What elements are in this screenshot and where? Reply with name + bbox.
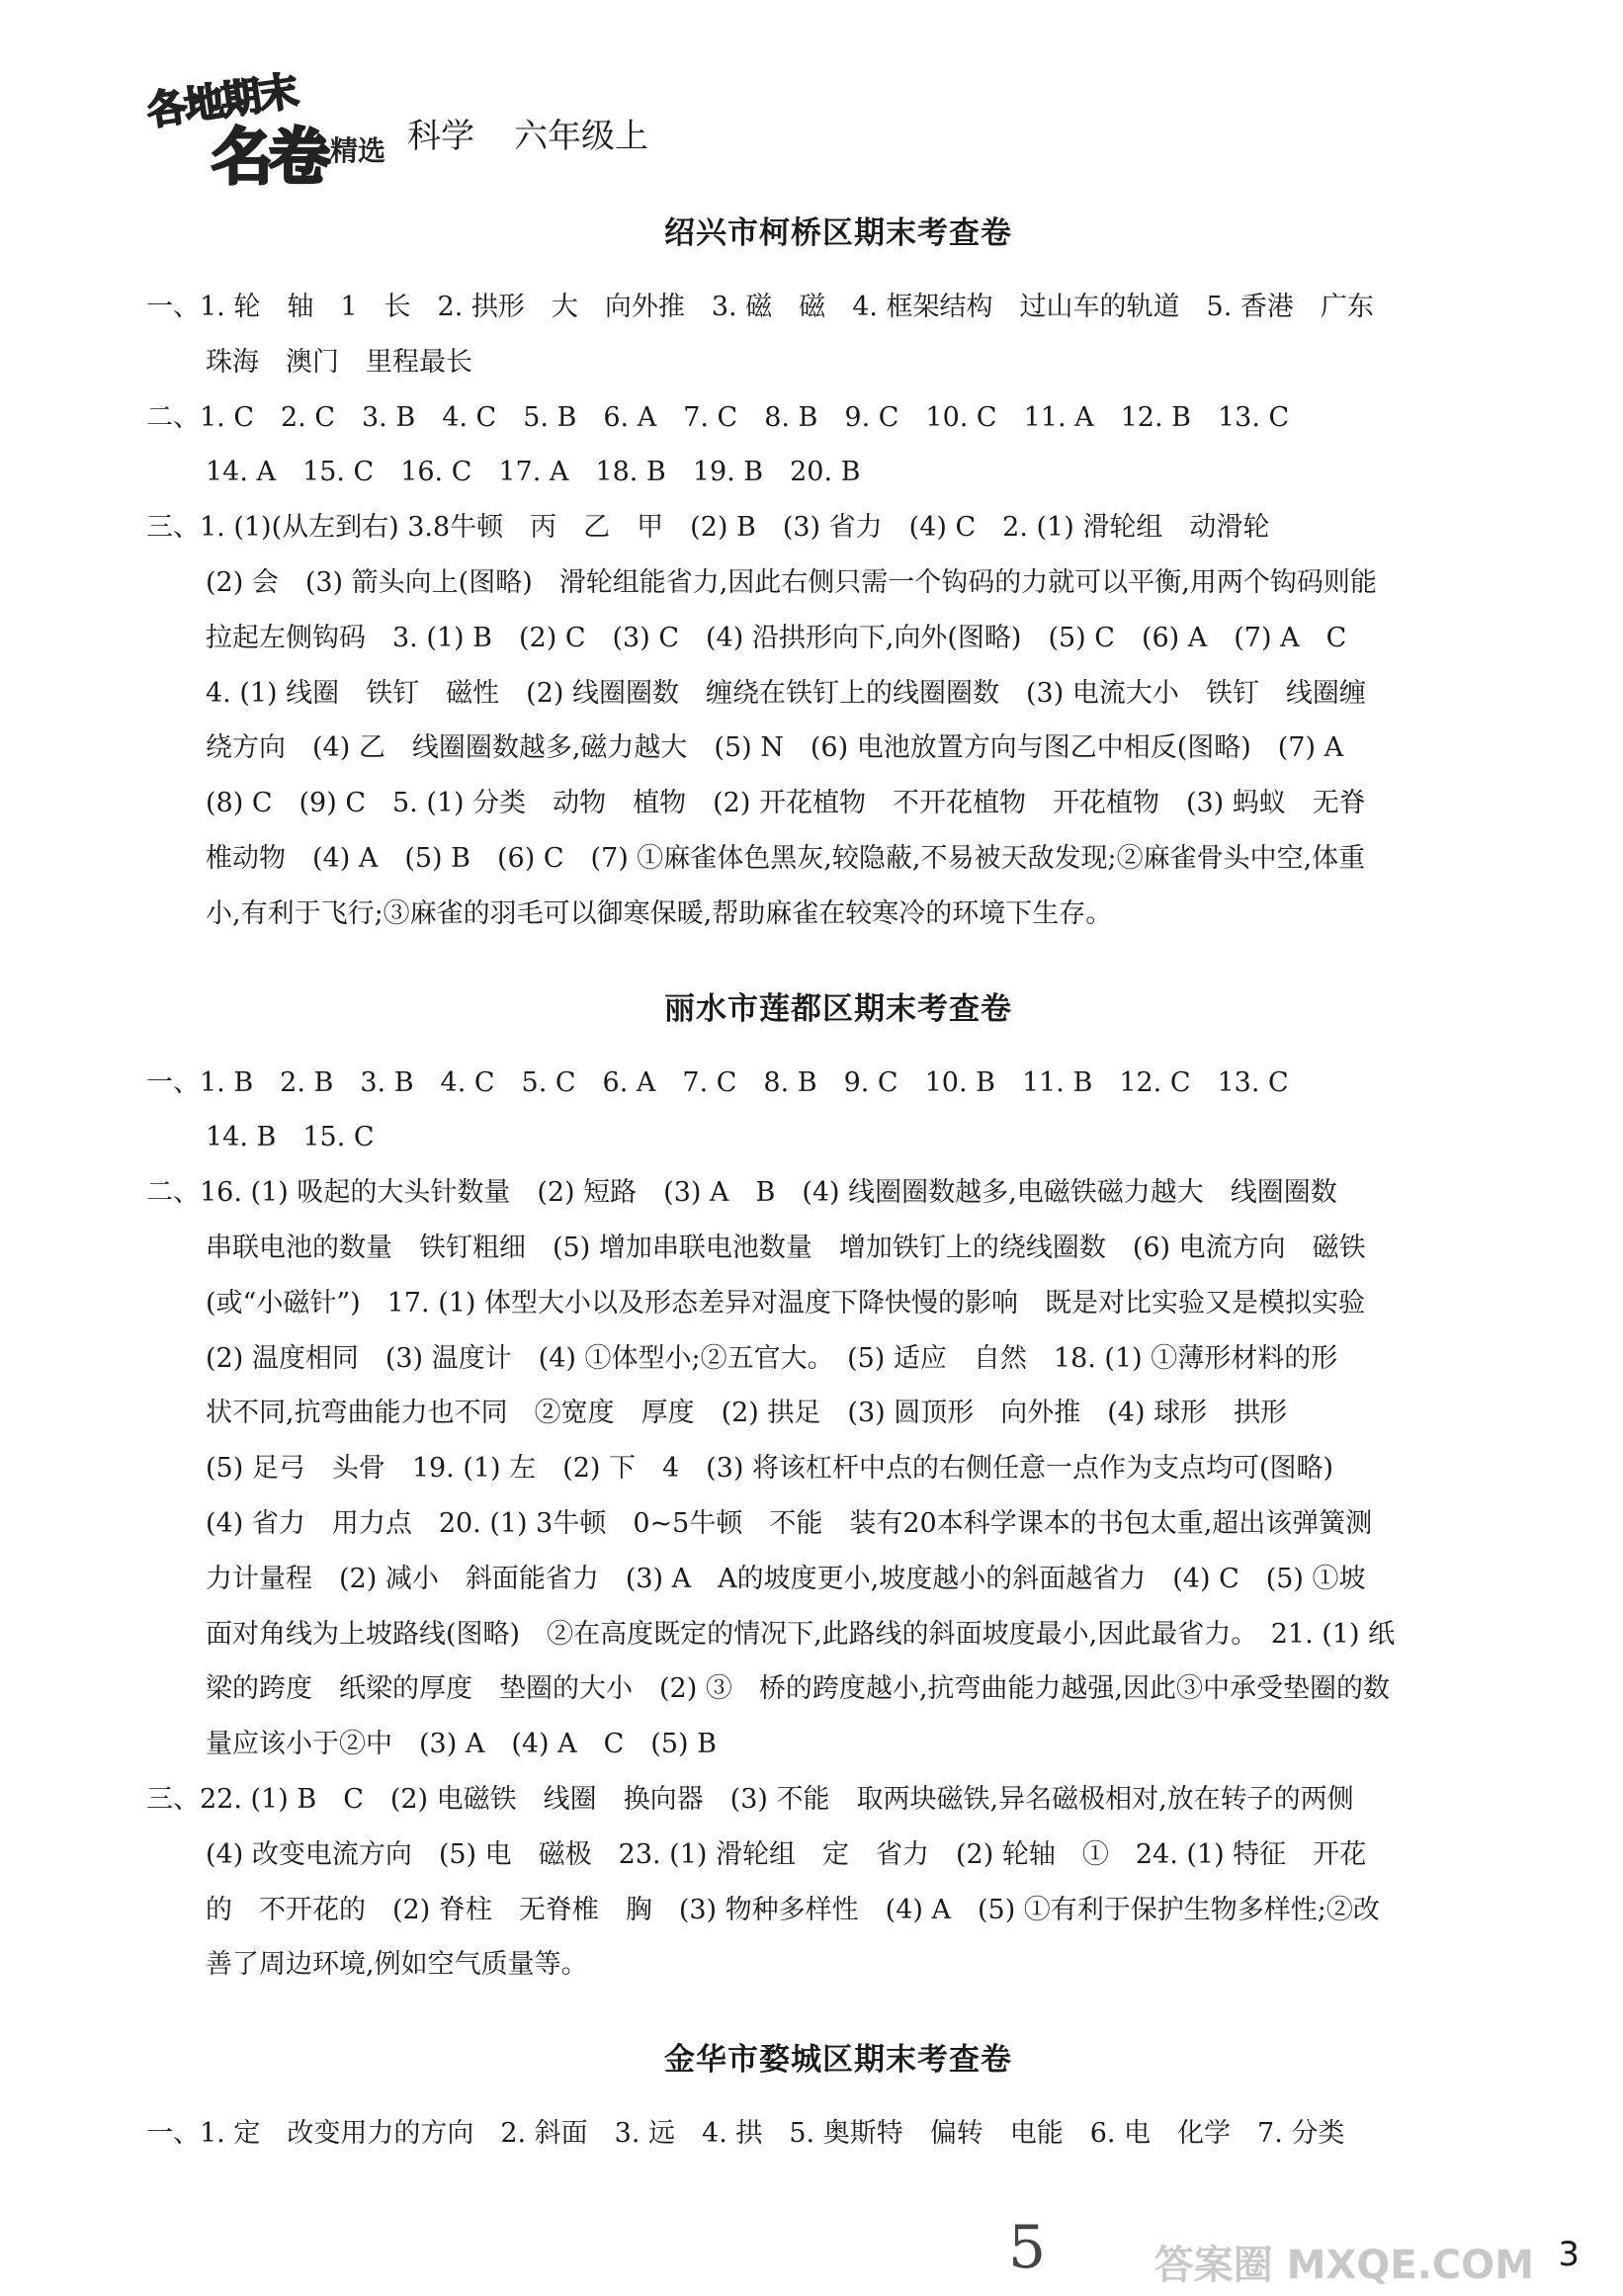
answer-line: 三、1. (1)(从左到右) 3.8牛顿 丙 乙 甲 (2) B (3) 省力 (4) C 2. (1) 滑轮组 动滑轮 bbox=[146, 512, 1270, 544]
answer-line: 三、22. (1) B C (2) 电磁铁 线圈 换向器 (3) 不能 取两块磁铁,异名磁极相对,放在转子的两侧 bbox=[146, 1783, 1354, 1815]
answer-line: 拉起左侧钩码 3. (1) B (2) C (3) C (4) 沿拱形向下,向外(图略) (5) C (6) A (7) A C bbox=[206, 622, 1347, 653]
answer-line: 珠海 澳门 里程最长 bbox=[206, 346, 472, 378]
exam-section bbox=[146, 983, 1530, 1994]
answer-line: 绕方向 (4) 乙 线圈圈数越多,磁力越大 (5) N (6) 电池放置方向与图乙中相反(图略) (7) A bbox=[206, 732, 1344, 764]
series-logo bbox=[144, 68, 393, 193]
grade-label: 六年级上 bbox=[514, 116, 648, 156]
page-header bbox=[144, 68, 648, 193]
subject-label: 科学 bbox=[407, 116, 474, 156]
answer-line: 一、1. 轮 轴 1 长 2. 拱形 大 向外推 3. 磁 磁 4. 框架结构 过山车的轨道 5. 香港 广东 bbox=[146, 292, 1374, 322]
answer-line: 4. (1) 线圈 铁钉 磁性 (2) 线圈圈数 缠绕在铁钉上的线圈圈数 (3) 电流大小 铁钉 线圈缠 bbox=[206, 677, 1366, 709]
answer-line: 善了周边环境,例如空气质量等。 bbox=[206, 1949, 588, 1981]
answer-line: (或“小磁针”) 17. (1) 体型大小以及形态差异对温度下降快慢的影响 既是对比实验又是模拟实验 bbox=[206, 1287, 1366, 1318]
page-number: 3 bbox=[1558, 2235, 1580, 2274]
answer-line: 二、1. C 2. C 3. B 4. C 5. B 6. A 7. C 8. B 9. C 10. C 11. A 12. B 13. C bbox=[146, 401, 1290, 433]
answer-line: 的 不开花的 (2) 脊柱 无脊椎 胸 (3) 物种多样性 (4) A (5) ①有利于保护生物多样性;②改 bbox=[206, 1894, 1380, 1925]
answer-line: 力计量程 (2) 减小 斜面能省力 (3) A A的坡度更小,坡度越小的斜面越省力 (4) C (5) ①坡 bbox=[206, 1563, 1366, 1594]
logo-line3: 精选 bbox=[330, 134, 386, 167]
answer-line: (8) C (9) C 5. (1) 分类 动物 植物 (2) 开花植物 不开花植物 开花植物 (3) 蚂蚁 无脊 bbox=[206, 788, 1366, 819]
section-title: 绍兴市柯桥区期末考查卷 bbox=[664, 215, 1012, 251]
logo-line2: 名卷 bbox=[212, 121, 327, 193]
answer-line: 14. A 15. C 16. C 17. A 18. B 19. B 20. B bbox=[206, 457, 861, 488]
exam-section bbox=[146, 2034, 1530, 2162]
answer-line: 串联电池的数量 铁钉粗细 (5) 增加串联电池数量 增加铁钉上的绕线圈数 (6) 电流方向 磁铁 bbox=[206, 1232, 1366, 1263]
answer-line: 状不同,抗弯曲能力也不同 ②宽度 厚度 (2) 拱足 (3) 圆顶形 向外推 (4) 球形 拱形 bbox=[206, 1398, 1288, 1429]
answer-line: 一、1. B 2. B 3. B 4. C 5. C 6. A 7. C 8. B 9. C 10. B 11. B 12. C 13. C bbox=[146, 1066, 1289, 1098]
exam-section bbox=[146, 208, 1530, 942]
answer-line: (2) 会 (3) 箭头向上(图略) 滑轮组能省力,因此右侧只需一个钩码的力就可以平衡,用两个钩码则能 bbox=[206, 566, 1377, 598]
logo-line1: 各地期末 bbox=[144, 68, 299, 135]
answer-line: 14. B 15. C bbox=[206, 1122, 375, 1153]
answer-line: 小,有利于飞行;③麻雀的羽毛可以御寒保暖,帮助麻雀在较寒冷的环境下生存。 bbox=[206, 897, 1113, 929]
answer-line: 椎动物 (4) A (5) B (6) C (7) ①麻雀体色黑灰,较隐蔽,不易被天敌发现;②麻雀骨头中空,体重 bbox=[206, 842, 1366, 874]
watermark: 答案圈 MXQE.COM bbox=[1153, 2243, 1534, 2288]
answer-line: (4) 改变电流方向 (5) 电 磁极 23. (1) 滑轮组 定 省力 (2) 轮轴 ① 24. (1) 特征 开花 bbox=[206, 1838, 1367, 1870]
answer-content bbox=[146, 208, 1530, 2162]
answer-line: 二、16. (1) 吸起的大头针数量 (2) 短路 (3) A B (4) 线圈圈数越多,电磁铁磁力越大 线圈圈数 bbox=[146, 1177, 1337, 1209]
section-title: 金华市婺城区期末考查卷 bbox=[664, 2042, 1012, 2079]
answer-line: 梁的跨度 纸梁的厚度 垫圈的大小 (2) ③ 桥的跨度越小,抗弯曲能力越强,因此③中承受垫圈的数 bbox=[206, 1673, 1390, 1705]
answer-line: 面对角线为上坡路线(图略) ②在高度既定的情况下,此路线的斜面坡度最小,因此最省力。 21. (1) 纸 bbox=[206, 1618, 1396, 1650]
handwritten-mark: 5 bbox=[1008, 2213, 1047, 2282]
answer-line: 量应该小于②中 (3) A (4) A C (5) B bbox=[206, 1729, 717, 1760]
answer-line: 一、1. 定 改变用力的方向 2. 斜面 3. 远 4. 拱 5. 奥斯特 偏转 电能 6. 电 化学 7. 分类 bbox=[146, 2118, 1345, 2150]
section-title: 丽水市莲都区期末考查卷 bbox=[664, 990, 1012, 1027]
answer-line: (4) 省力 用力点 20. (1) 3牛顿 0~5牛顿 不能 装有20本科学课本的书包太重,超出该弹簧测 bbox=[206, 1507, 1373, 1539]
answer-line: (2) 温度相同 (3) 温度计 (4) ①体型小;②五官大。 (5) 适应 自然 18. (1) ①薄形材料的形 bbox=[206, 1342, 1338, 1374]
answer-line: (5) 足弓 头骨 19. (1) 左 (2) 下 4 (3) 将该杠杆中点的右侧任意一点作为支点均可(图略) bbox=[206, 1453, 1334, 1485]
